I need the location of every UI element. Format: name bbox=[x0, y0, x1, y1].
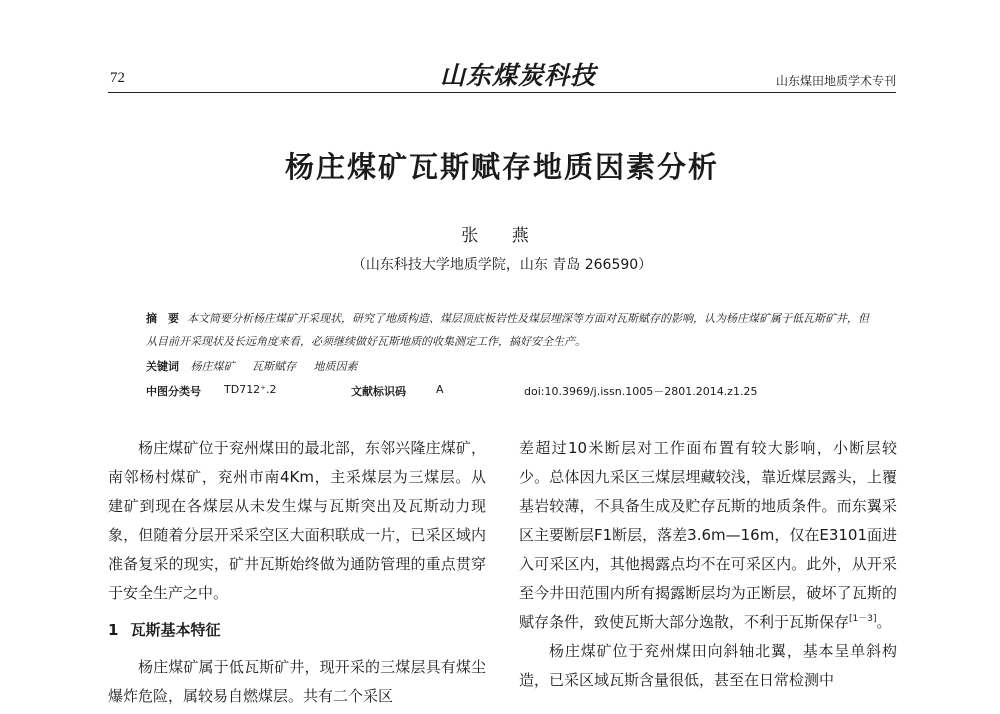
doi: doi:10.3969/j.issn.1005－2801.2014.z1.25 bbox=[524, 385, 758, 398]
clc-label: 中图分类号 bbox=[146, 385, 201, 398]
keyword: 瓦斯赋存 bbox=[252, 360, 296, 373]
paragraph-text: 差超过10米断层对工作面布置有较大影响，小断层较少。总体因九采区三煤层埋藏较浅，靠近煤层露头，上覆基岩较薄，不具备生成及贮存瓦斯的地质条件。而东翼采区主要断层F1断层，落差3.6m—16m，仅在E3101面进入可采区内，其他揭露点均不在可采区内。此外，从开采至今井田范围内所有揭露断层均为正断层，破坏了瓦斯的赋存条件，致使瓦斯大部分逸散，不利于瓦斯保存 bbox=[519, 439, 897, 631]
abstract-text: 本文简要分析杨庄煤矿开采现状，研究了地质构造、煤层顶底板岩性及煤层埋深等方面对瓦斯赋存的影响，认为杨庄煤矿属于低瓦斯矿井，但从目前开采现状及长远角度来看，必须继续做好瓦斯地质的收集测定工作，搞好安全生产。 bbox=[146, 312, 869, 348]
right-column bbox=[519, 434, 897, 695]
page-header bbox=[108, 52, 896, 93]
keyword: 地质因素 bbox=[313, 360, 358, 373]
clc-value: TD712⁺.2 bbox=[224, 383, 277, 396]
body-paragraph: 杨庄煤矿位于兖州煤田的最北部，东邻兴隆庄煤矿，南邻杨村煤矿，兖州市南4Km，主采煤层为三煤层。从建矿到现在各煤层从未发生煤与瓦斯突出及瓦斯动力现象，但随着分层开采采空区大面积联成一片，已采区域内准备复采的现实，矿井瓦斯始终做为通防管理的重点贯穿于安全生产之中。 bbox=[108, 439, 486, 602]
journal-logo: 山东煤炭科技 bbox=[439, 61, 596, 90]
citation-ref: [1－3] bbox=[849, 614, 877, 624]
abstract-label: 摘 要 bbox=[146, 312, 179, 325]
author-affiliation: （山东科技大学地质学院，山东 青岛 266590） bbox=[351, 257, 653, 273]
keywords-label: 关键词 bbox=[146, 360, 179, 373]
left-column bbox=[108, 434, 486, 711]
author-name: 张 燕 bbox=[461, 226, 543, 246]
keyword: 杨庄煤矿 bbox=[190, 360, 235, 373]
doc-code-label: 文献标识码 bbox=[351, 385, 406, 398]
journal-issue: 山东煤田地质学术专刊 bbox=[775, 74, 896, 88]
classification-row bbox=[146, 383, 871, 399]
section-heading bbox=[108, 616, 486, 645]
section-number: 1 bbox=[108, 621, 119, 639]
abstract bbox=[146, 307, 871, 353]
paragraph-end: 。 bbox=[876, 613, 892, 631]
body-paragraph: 杨庄煤矿位于兖州煤田向斜轴北翼，基本呈单斜构造，已采区域瓦斯含量很低，甚至在日常检测中 bbox=[519, 642, 897, 689]
doc-code-value: A bbox=[436, 383, 444, 396]
section-title: 瓦斯基本特征 bbox=[130, 621, 221, 639]
page-number: 72 bbox=[110, 70, 125, 86]
article-title: 杨庄煤矿瓦斯赋存地质因素分析 bbox=[284, 150, 719, 184]
body-paragraph bbox=[519, 434, 897, 637]
body-paragraph: 杨庄煤矿属于低瓦斯矿井，现开采的三煤层具有煤尘爆炸危险，属较易自燃煤层。共有二个采区 bbox=[108, 658, 486, 705]
keywords bbox=[146, 358, 871, 374]
